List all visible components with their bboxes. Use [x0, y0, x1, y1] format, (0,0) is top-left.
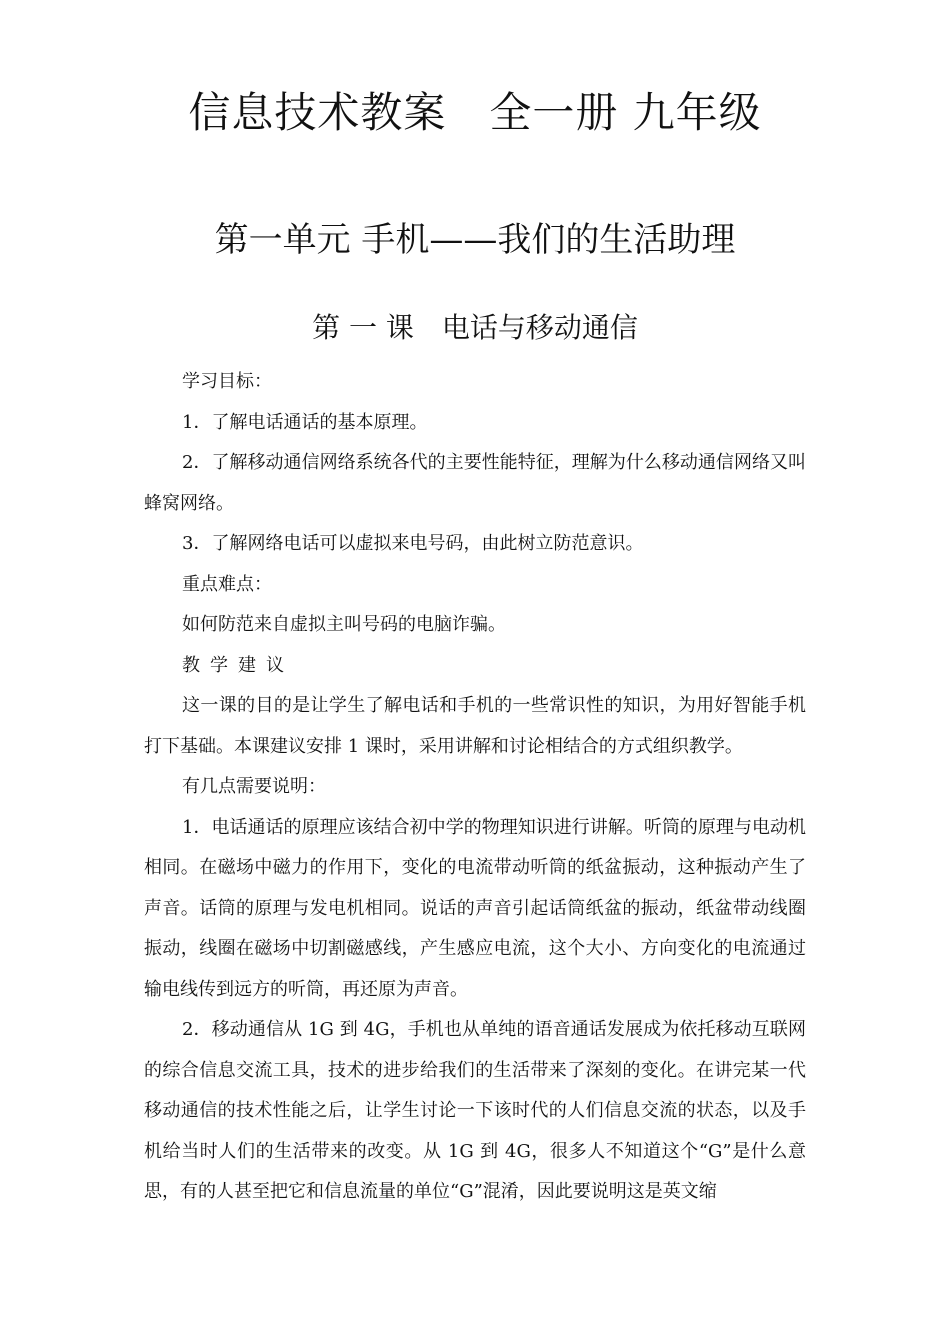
- section-heading-key-points: 重点难点：: [182, 573, 272, 595]
- body-paragraph: 2．移动通信从 1G 到 4G，手机也从单纯的语音通话发展成为依托移动互联网的综合信息交流工具，技术的进步给我们的生活带来了深刻的变化。在讲完某一代移动通信的技术性能之后，让学生讨论一下该时代的人们信息交流的状态，以及手机给当时人们的生活带来的改变。从 1G 到 4G，很多人不知道这个“G”是什么意思，有的人甚至把它和信息流量的单位“G”混淆，因此要说明这是英文缩: [144, 1019, 806, 1202]
- objective-item: 2．了解移动通信网络系统各代的主要性能特征，理解为什么移动通信网络又叫蜂窝网络。: [144, 452, 806, 514]
- section-heading-teaching-suggestions: 教学建议: [182, 654, 294, 676]
- document-title: 信息技术教案 全一册 九年级: [188, 88, 762, 137]
- body-paragraph: 这一课的目的是让学生了解电话和手机的一些常识性的知识，为用好智能手机打下基础。本课建议安排 1 课时，采用讲解和讨论相结合的方式组织教学。: [144, 695, 806, 757]
- lesson-title: 第 一 课 电话与移动通信: [312, 311, 638, 344]
- body-paragraph: 1．电话通话的原理应该结合初中学的物理知识进行讲解。听筒的原理与电动机相同。在磁场中磁力的作用下，变化的电流带动听筒的纸盆振动，这种振动产生了声音。话筒的原理与发电机相同。说话的声音引起话筒纸盆的振动，纸盆带动线圈振动，线圈在磁场中切割磁感线，产生感应电流，这个大小、方向变化的电流通过输电线传到远方的听筒，再还原为声音。: [144, 816, 806, 1000]
- objective-item: 3．了解网络电话可以虚拟来电号码，由此树立防范意识。: [182, 533, 644, 554]
- section-heading-objectives: 学习目标：: [182, 371, 272, 392]
- body-paragraph: 有几点需要说明：: [182, 776, 326, 797]
- objective-item: 1．了解电话通话的基本原理。: [182, 411, 428, 433]
- unit-title: 第一单元 手机——我们的生活助理: [214, 220, 736, 260]
- document-body: [144, 362, 806, 1213]
- key-point-text: 如何防范来自虚拟主叫号码的电脑诈骗。: [182, 614, 506, 635]
